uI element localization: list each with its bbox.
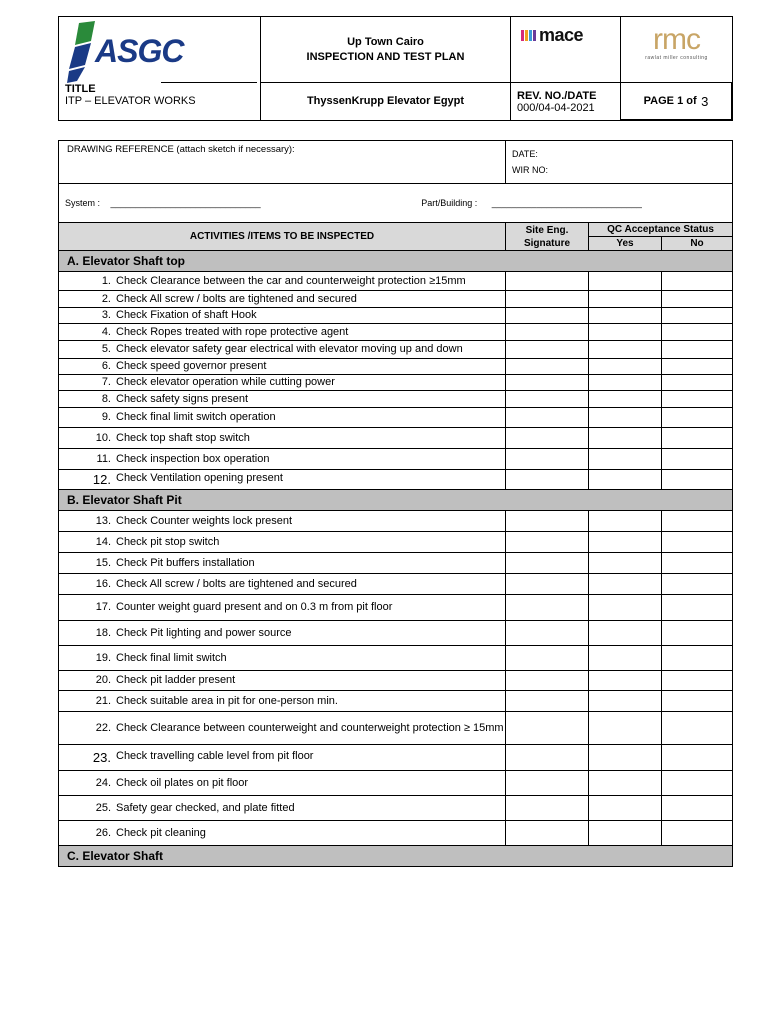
item-number: 22.: [95, 721, 111, 734]
site-eng-signature-cell[interactable]: [506, 712, 589, 745]
site-eng-signature-cell[interactable]: [506, 691, 589, 712]
activity-cell: [59, 308, 506, 324]
item-number: 12.: [92, 472, 111, 487]
item-text: Check final limit switch operation: [116, 411, 276, 423]
activity-cell: [59, 621, 506, 646]
qc-no-cell[interactable]: [662, 428, 733, 449]
item-text: Check pit ladder present: [116, 674, 236, 686]
activity-cell: [59, 712, 506, 745]
site-eng-signature-cell[interactable]: [506, 428, 589, 449]
page-label: PAGE 1 of: [643, 95, 697, 107]
table-row: [59, 574, 733, 595]
item-number: 16.: [95, 577, 111, 590]
qc-yes-cell[interactable]: [589, 796, 662, 821]
yes-header: Yes: [589, 237, 662, 251]
project-name: Up Town Cairo: [347, 35, 424, 48]
item-text: Check Clearance between the car and counterweight protection ≥15mm: [116, 274, 466, 287]
item-number: 6.: [101, 360, 111, 372]
qc-yes-cell[interactable]: [589, 821, 662, 846]
part-building-label: Part/Building :: [421, 198, 478, 208]
qc-yes-cell[interactable]: [589, 595, 662, 621]
site-eng-signature-cell[interactable]: [506, 511, 589, 532]
table-row: [59, 449, 733, 470]
activity-cell: [59, 821, 506, 846]
qc-yes-cell[interactable]: [589, 391, 662, 408]
qc-yes-cell[interactable]: [589, 646, 662, 671]
qc-yes-cell[interactable]: [589, 532, 662, 553]
table-row: [59, 821, 733, 846]
table-row: [59, 553, 733, 574]
qc-no-cell[interactable]: [662, 621, 733, 646]
site-eng-signature-cell[interactable]: [506, 595, 589, 621]
item-number: 13.: [95, 514, 111, 527]
qc-yes-cell[interactable]: [589, 408, 662, 428]
qc-no-cell[interactable]: [662, 595, 733, 621]
activity-cell: [59, 470, 506, 490]
qc-no-cell[interactable]: [662, 796, 733, 821]
qc-no-cell[interactable]: [662, 272, 733, 291]
item-text: Check Fixation of shaft Hook: [116, 309, 257, 321]
table-row: [59, 796, 733, 821]
qc-no-cell[interactable]: [662, 449, 733, 470]
item-number: 19.: [95, 651, 111, 664]
qc-yes-cell[interactable]: [589, 291, 662, 308]
qc-no-cell[interactable]: [662, 771, 733, 796]
site-eng-signature-cell[interactable]: [506, 291, 589, 308]
item-text: Check Counter weights lock present: [116, 514, 293, 527]
site-eng-signature-cell[interactable]: [506, 553, 589, 574]
title-value: ITP – ELEVATOR WORKS: [65, 94, 196, 107]
site-eng-signature-cell[interactable]: [506, 391, 589, 408]
asgc-logo-text: ASGC: [95, 33, 184, 69]
system-label: System :: [65, 198, 101, 208]
qc-yes-cell[interactable]: [589, 691, 662, 712]
qc-yes-cell[interactable]: [589, 712, 662, 745]
item-number: 5.: [101, 343, 111, 355]
item-number: 3.: [101, 309, 111, 321]
item-text: Check top shaft stop switch: [116, 431, 250, 444]
item-text: Check elevator operation while cutting power: [116, 376, 335, 388]
activity-cell: [59, 408, 506, 428]
item-text: Check Ventilation opening present: [116, 472, 283, 484]
qc-yes-cell[interactable]: [589, 574, 662, 595]
activity-cell: [59, 771, 506, 796]
no-header: No: [662, 237, 733, 251]
site-eng-signature-cell[interactable]: [506, 359, 589, 375]
item-number: 24.: [95, 776, 111, 789]
qc-no-cell[interactable]: [662, 375, 733, 391]
qc-yes-cell[interactable]: [589, 324, 662, 341]
qc-no-cell[interactable]: [662, 511, 733, 532]
activity-cell: [59, 553, 506, 574]
item-number: 2.: [101, 292, 111, 305]
qc-no-cell[interactable]: [662, 470, 733, 490]
title-label: TITLE: [65, 82, 96, 95]
qc-no-cell[interactable]: [662, 341, 733, 359]
project-title-cell: [261, 17, 511, 83]
table-row: [59, 595, 733, 621]
mace-logo: [521, 25, 583, 45]
table-row: [59, 771, 733, 796]
qc-no-cell[interactable]: [662, 291, 733, 308]
drawing-reference-cell[interactable]: [59, 141, 506, 184]
qc-no-cell[interactable]: [662, 574, 733, 595]
revision-value: 000/04-04-2021: [517, 101, 595, 114]
item-text: Check oil plates on pit floor: [116, 776, 249, 789]
qc-no-cell[interactable]: [662, 553, 733, 574]
system-row[interactable]: [59, 184, 733, 223]
item-text: Check All screw / bolts are tightened and secured: [116, 292, 357, 305]
activity-cell: [59, 391, 506, 408]
revision-cell: [511, 83, 621, 121]
site-eng-signature-cell[interactable]: [506, 341, 589, 359]
table-row: [59, 308, 733, 324]
qc-no-cell[interactable]: [662, 532, 733, 553]
table-row: [59, 621, 733, 646]
item-number: 18.: [95, 626, 111, 639]
item-text: Check speed governor present: [116, 360, 267, 372]
table-row: [59, 532, 733, 553]
table-row: [59, 511, 733, 532]
activity-cell: [59, 449, 506, 470]
qc-yes-cell[interactable]: [589, 272, 662, 291]
activity-cell: [59, 574, 506, 595]
item-number: 1.: [101, 274, 111, 287]
site-eng-signature-cell[interactable]: [506, 821, 589, 846]
asgc-logo-cell: [59, 17, 261, 83]
table-row: [59, 745, 733, 771]
plan-title: INSPECTION AND TEST PLAN: [306, 50, 465, 63]
item-number: 7.: [101, 376, 111, 388]
qc-yes-cell[interactable]: [589, 511, 662, 532]
table-row: [59, 470, 733, 490]
section-header: B. Elevator Shaft Pit: [59, 490, 733, 511]
date-wir-cell[interactable]: [506, 141, 733, 184]
table-row: [59, 375, 733, 391]
item-text: Check inspection box operation: [116, 452, 270, 465]
table-row: [59, 391, 733, 408]
activity-cell: [59, 595, 506, 621]
table-row: [59, 291, 733, 308]
activity-cell: [59, 375, 506, 391]
site-eng-signature-cell[interactable]: [506, 449, 589, 470]
item-number: 20.: [95, 674, 111, 686]
item-number: 10.: [95, 431, 111, 444]
qc-yes-cell[interactable]: [589, 621, 662, 646]
section-header: A. Elevator Shaft top: [59, 251, 733, 272]
item-text: Check safety signs present: [116, 392, 249, 405]
site-eng-signature-cell[interactable]: [506, 646, 589, 671]
item-number: 21.: [95, 694, 111, 707]
table-row: [59, 646, 733, 671]
qc-no-cell[interactable]: [662, 646, 733, 671]
site-eng-signature-cell[interactable]: [506, 671, 589, 691]
qc-yes-cell[interactable]: [589, 671, 662, 691]
item-text: Check Pit buffers installation: [116, 556, 255, 569]
item-text: Check elevator safety gear electrical with elevator moving up and down: [116, 343, 463, 355]
qc-yes-cell[interactable]: [589, 470, 662, 490]
activity-cell: [59, 428, 506, 449]
item-number: 8.: [101, 392, 111, 405]
table-row: [59, 341, 733, 359]
site-eng-signature-cell[interactable]: [506, 745, 589, 771]
qc-yes-cell[interactable]: [589, 553, 662, 574]
rmc-logo-subtext: rawlat miller consulting: [645, 55, 708, 61]
qc-yes-cell[interactable]: [589, 375, 662, 391]
activity-cell: [59, 272, 506, 291]
item-text: Safety gear checked, and plate fitted: [116, 801, 295, 814]
qc-no-cell[interactable]: [662, 359, 733, 375]
item-text: Check Ropes treated with rope protective agent: [116, 325, 349, 338]
qc-no-cell[interactable]: [662, 408, 733, 428]
qc-no-cell[interactable]: [662, 745, 733, 771]
wir-label: WIR NO:: [512, 165, 548, 175]
table-row: [59, 691, 733, 712]
site-eng-signature-cell[interactable]: [506, 272, 589, 291]
item-number: 23.: [92, 750, 111, 765]
site-eng-signature-cell[interactable]: [506, 375, 589, 391]
item-text: Check pit cleaning: [116, 826, 206, 839]
contractor-name: ThyssenKrupp Elevator Egypt: [306, 95, 465, 107]
qc-yes-cell[interactable]: [589, 428, 662, 449]
item-text: Check pit stop switch: [116, 535, 220, 548]
asgc-logo: [65, 21, 184, 83]
site-eng-signature-cell[interactable]: [506, 470, 589, 490]
activity-cell: [59, 324, 506, 341]
item-text: Check All screw / bolts are tightened and secured: [116, 577, 357, 590]
activity-cell: [59, 511, 506, 532]
item-number: 9.: [101, 411, 111, 423]
item-number: 26.: [95, 826, 111, 839]
item-text: Check suitable area in pit for one-person min.: [116, 694, 338, 707]
mace-logo-cell: [511, 17, 621, 83]
contractor-cell: [261, 83, 511, 121]
activities-header: ACTIVITIES /ITEMS TO BE INSPECTED: [59, 223, 506, 251]
activity-cell: [59, 291, 506, 308]
item-number: 25.: [95, 801, 111, 814]
qc-yes-cell[interactable]: [589, 771, 662, 796]
revision-label: REV. NO./DATE: [517, 89, 597, 102]
qc-no-cell[interactable]: [662, 821, 733, 846]
table-row: [59, 324, 733, 341]
qc-status-header: QC Acceptance Status: [589, 223, 733, 237]
date-label: DATE:: [512, 149, 538, 159]
activity-cell: [59, 745, 506, 771]
rmc-logo: [621, 25, 732, 61]
qc-no-cell[interactable]: [662, 671, 733, 691]
system-input-line[interactable]: ______________________________: [110, 198, 261, 208]
qc-no-cell[interactable]: [662, 691, 733, 712]
item-text: Check Clearance between counterweight and counterweight protection ≥ 15mm: [116, 721, 504, 734]
site-eng-header: Site Eng. Signature: [506, 223, 589, 251]
item-number: 15.: [95, 556, 111, 569]
qc-yes-cell[interactable]: [589, 308, 662, 324]
item-text: Check Pit lighting and power source: [116, 626, 292, 639]
activity-cell: [59, 691, 506, 712]
rmc-logo-text: rmc: [653, 23, 700, 56]
site-eng-signature-cell[interactable]: [506, 532, 589, 553]
item-number: 11.: [96, 452, 111, 465]
drawing-reference-label: DRAWING REFERENCE (attach sketch if necessary):: [67, 144, 295, 155]
qc-no-cell[interactable]: [662, 308, 733, 324]
table-row: [59, 408, 733, 428]
mace-logo-text: mace: [539, 24, 584, 45]
activity-cell: [59, 359, 506, 375]
title-cell: [59, 83, 261, 121]
item-number: 4.: [101, 325, 111, 338]
inspection-table: [58, 140, 733, 867]
part-building-input-line[interactable]: ______________________________: [491, 198, 642, 208]
qc-yes-cell[interactable]: [589, 449, 662, 470]
table-row: [59, 712, 733, 745]
table-row: [59, 671, 733, 691]
table-row: [59, 359, 733, 375]
qc-yes-cell[interactable]: [589, 359, 662, 375]
qc-yes-cell[interactable]: [589, 341, 662, 359]
qc-no-cell[interactable]: [662, 391, 733, 408]
page-total: 3: [701, 93, 709, 109]
site-eng-signature-cell[interactable]: [506, 324, 589, 341]
qc-no-cell[interactable]: [662, 324, 733, 341]
item-number: 14.: [95, 535, 111, 548]
qc-yes-cell[interactable]: [589, 745, 662, 771]
activity-cell: [59, 671, 506, 691]
activity-cell: [59, 341, 506, 359]
item-text: Check travelling cable level from pit floor: [116, 750, 314, 762]
page-number-cell: [620, 82, 732, 120]
qc-no-cell[interactable]: [662, 712, 733, 745]
item-text: Check final limit switch: [116, 651, 227, 664]
item-number: 17.: [95, 601, 111, 613]
section-header: C. Elevator Shaft: [59, 846, 733, 867]
table-row: [59, 428, 733, 449]
site-eng-signature-cell[interactable]: [506, 308, 589, 324]
table-row: [59, 272, 733, 291]
activity-cell: [59, 532, 506, 553]
site-eng-signature-cell[interactable]: [506, 796, 589, 821]
site-eng-signature-cell[interactable]: [506, 621, 589, 646]
activity-cell: [59, 646, 506, 671]
activity-cell: [59, 796, 506, 821]
site-eng-signature-cell[interactable]: [506, 408, 589, 428]
site-eng-signature-cell[interactable]: [506, 771, 589, 796]
site-eng-signature-cell[interactable]: [506, 574, 589, 595]
item-text: Counter weight guard present and on 0.3 m from pit floor: [116, 601, 393, 613]
